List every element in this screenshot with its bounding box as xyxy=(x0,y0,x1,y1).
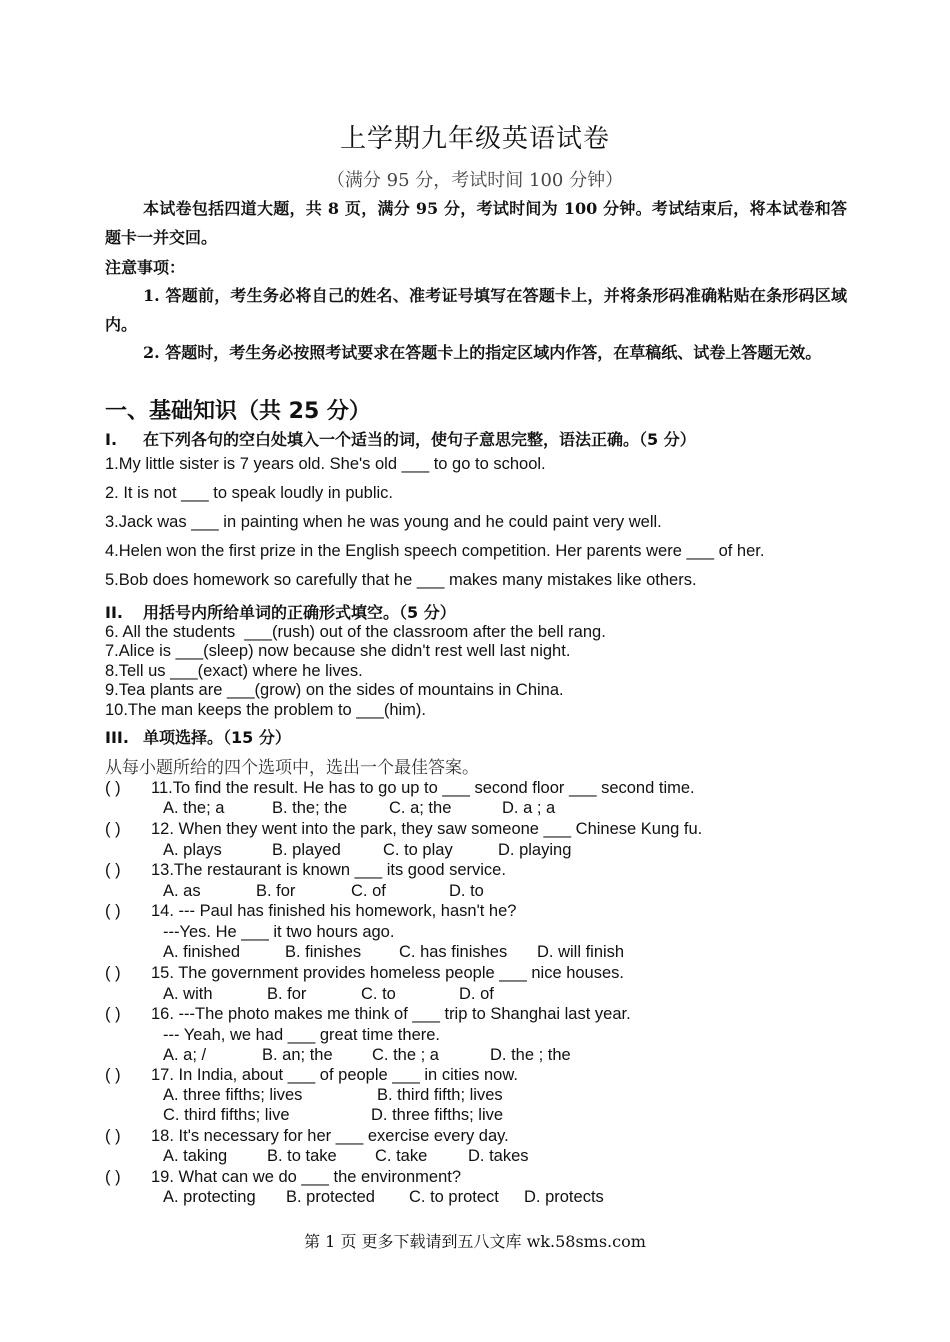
q13-option-a: A. as xyxy=(163,882,201,900)
q14-option-d: D. will finish xyxy=(537,943,625,961)
q12-option-d: D. playing xyxy=(498,841,572,859)
question-7: 7.Alice is ___(sleep) now because she didn't rest well last night. xyxy=(105,642,571,660)
q17-option-a: A. three fifths; lives xyxy=(163,1086,303,1104)
q16-option-b: B. an; the xyxy=(262,1046,333,1064)
question-13-stem: 13.The restaurant is known ___ its good service. xyxy=(151,861,506,879)
page-footer: 第 1 页 更多下载请到五八文库 wk.58sms.com xyxy=(304,1232,646,1251)
question-14-stem: 14. --- Paul has finished his homework, hasn't he? xyxy=(151,902,517,920)
part-ii-instruction: 用括号内所给单词的正确形式填空。（5 分） xyxy=(143,603,456,622)
answer-paren-17: ( ) xyxy=(105,1066,121,1084)
q17-option-b: B. third fifth; lives xyxy=(377,1086,503,1104)
question-11-stem: 11.To find the result. He has to go up to ___ second floor ___ second time. xyxy=(151,779,695,797)
answer-paren-19: ( ) xyxy=(105,1168,121,1186)
q14-option-a: A. finished xyxy=(163,943,241,961)
question-19-stem: 19. What can we do ___ the environment? xyxy=(151,1168,462,1186)
answer-paren-11: ( ) xyxy=(105,779,121,797)
notice-title: 注意事项： xyxy=(105,258,186,277)
question-17-stem: 17. In India, about ___ of people ___ in cities now. xyxy=(151,1066,518,1084)
q17-option-c: C. third fifths; live xyxy=(163,1106,290,1124)
question-16-stem: 16. ---The photo makes me think of ___ trip to Shanghai last year. xyxy=(151,1005,631,1023)
question-9: 9.Tea plants are ___(grow) on the sides of mountains in China. xyxy=(105,681,564,699)
answer-paren-12: ( ) xyxy=(105,820,121,838)
notice-item-2: 2. 答题时，考生务必按照考试要求在答题卡上的指定区域内作答，在草稿纸、试卷上答题无效。 xyxy=(143,343,822,362)
q14-option-b: B. finishes xyxy=(285,943,362,961)
question-6: 6. All the students ___(rush) out of the classroom after the bell rang. xyxy=(105,623,606,641)
q11-option-a: A. the; a xyxy=(163,799,225,817)
question-10: 10.The man keeps the problem to ___(him). xyxy=(105,701,427,719)
part-i-heading xyxy=(105,427,696,450)
answer-paren-13: ( ) xyxy=(105,861,121,879)
q16-option-c: C. the ; a xyxy=(372,1046,439,1064)
part-iii-number: III. xyxy=(105,728,129,747)
answer-paren-16: ( ) xyxy=(105,1005,121,1023)
answer-paren-14: ( ) xyxy=(105,902,121,920)
question-12-stem: 12. When they went into the park, they saw someone ___ Chinese Kung fu. xyxy=(151,820,703,838)
notice-item-1: 1. 答题前，考生务必将自己的姓名、准考证号填写在答题卡上，并将条形码准确粘贴在条形码区域内。 xyxy=(105,286,847,334)
q14-option-c: C. has finishes xyxy=(399,943,508,961)
answer-paren-18: ( ) xyxy=(105,1127,121,1145)
q15-option-d: D. of xyxy=(459,985,494,1003)
q15-option-b: B. for xyxy=(267,985,307,1003)
q12-option-a: A. plays xyxy=(163,841,222,859)
question-14-stem-reply: ---Yes. He ___ it two hours ago. xyxy=(163,923,395,941)
answer-paren-15: ( ) xyxy=(105,964,121,982)
page-subtitle: （满分 95 分，考试时间 100 分钟） xyxy=(326,170,624,191)
q13-option-b: B. for xyxy=(256,882,296,900)
question-5: 5.Bob does homework so carefully that he ___ makes many mistakes like others. xyxy=(105,571,697,589)
q18-option-a: A. taking xyxy=(163,1147,228,1165)
question-4: 4.Helen won the first prize in the English speech competition. Her parents were ___ of her. xyxy=(105,542,765,560)
part-i-number: I. xyxy=(105,430,118,449)
question-16-stem-reply: --- Yeah, we had ___ great time there. xyxy=(163,1026,441,1044)
question-3: 3.Jack was ___ in painting when he was young and he could paint very well. xyxy=(105,513,662,531)
q19-option-b: B. protected xyxy=(286,1188,375,1206)
q13-option-c: C. of xyxy=(351,882,386,900)
intro-paragraph: 本试卷包括四道大题，共 8 页，满分 95 分，考试时间为 100 分钟。考试结束后，将本试卷和答题卡一并交回。 xyxy=(105,199,847,247)
question-8: 8.Tell us ___(exact) where he lives. xyxy=(105,662,363,680)
question-18-stem: 18. It's necessary for her ___ exercise every day. xyxy=(151,1127,509,1145)
q12-option-b: B. played xyxy=(272,841,341,859)
question-15-stem: 15. The government provides homeless people ___ nice houses. xyxy=(151,964,624,982)
part-iii-directions: 从每小题所给的四个选项中，选出一个最佳答案。 xyxy=(105,758,479,778)
part-ii-heading xyxy=(105,600,456,623)
part-i-instruction: 在下列各句的空白处填入一个适当的词，使句子意思完整，语法正确。（5 分） xyxy=(143,430,696,449)
q18-option-b: B. to take xyxy=(267,1147,337,1165)
q11-option-d: D. a ; a xyxy=(502,799,556,817)
page-title: 上学期九年级英语试卷 xyxy=(339,124,610,154)
question-1: 1.My little sister is 7 years old. She's old ___ to go to school. xyxy=(105,455,546,473)
q15-option-a: A. with xyxy=(163,985,213,1003)
question-2: 2. It is not ___ to speak loudly in public. xyxy=(105,484,394,502)
q18-option-d: D. takes xyxy=(468,1147,529,1165)
q19-option-c: C. to protect xyxy=(409,1188,499,1206)
q13-option-d: D. to xyxy=(449,882,484,900)
q16-option-d: D. the ; the xyxy=(490,1046,571,1064)
part-iii-instruction: 单项选择。（15 分） xyxy=(143,728,291,747)
section-title: 一、基础知识（共 25 分） xyxy=(105,399,371,424)
q15-option-c: C. to xyxy=(361,985,396,1003)
q11-option-b: B. the; the xyxy=(272,799,348,817)
q11-option-c: C. a; the xyxy=(389,799,452,817)
part-iii-heading xyxy=(105,725,291,748)
q16-option-a: A. a; / xyxy=(163,1046,207,1064)
q19-option-a: A. protecting xyxy=(163,1188,256,1206)
q18-option-c: C. take xyxy=(375,1147,428,1165)
q17-option-d: D. three fifths; live xyxy=(371,1106,504,1124)
q12-option-c: C. to play xyxy=(383,841,453,859)
q19-option-d: D. protects xyxy=(524,1188,604,1206)
part-ii-number: II. xyxy=(105,603,123,622)
